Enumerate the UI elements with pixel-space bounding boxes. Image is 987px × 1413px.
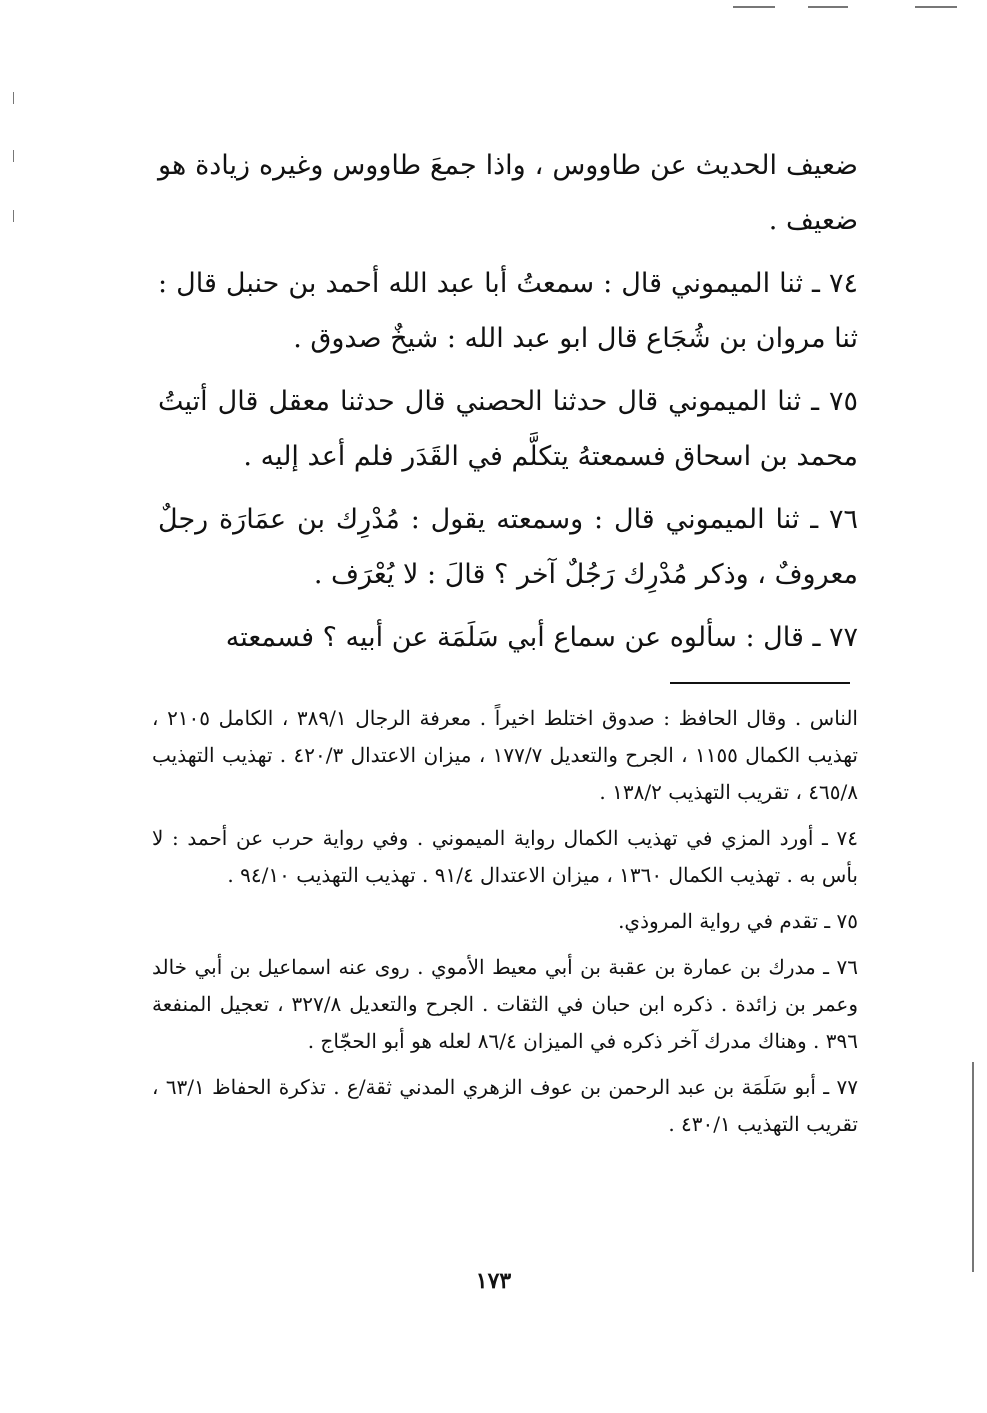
scan-mark	[13, 210, 14, 222]
footnote: ٧٤ ـ أورد المزي في تهذيب الكمال رواية الميموني . وفي رواية حرب عن أحمد : لا بأس به . تهذيب الكمال ١٣٦٠ ، ميزان الاعتدال ٩١/٤ . تهذيب التهذيب ٩٤/١٠ .	[152, 826, 858, 887]
main-paragraph: ٧٥ ـ ثنا الميموني قال حدثنا الحصني قال حدثنا معقل قال أتيتُ محمد بن اسحاق فسمعتهُ يتكلَّم في القَدَر فلم أعد إليه .	[158, 386, 858, 472]
scan-mark	[808, 6, 848, 8]
main-paragraph: ٧٦ ـ ثنا الميموني قال : وسمعته يقول : مُدْرِك بن عمَارَة رجلٌ معروفٌ ، وذكر مُدْرِك رَجُلٌ آخر ؟ قالَ : لا يُعْرَف .	[158, 504, 858, 590]
scan-mark	[972, 1062, 974, 1272]
footnote: ٧٦ ـ مدرك بن عمارة بن عقبة بن أبي معيط الأموي . روى عنه اسماعيل بن أبي خالد وعمر بن زائدة . ذكره ابن حبان في الثقات . الجرح والتعديل ٣٢٧/٨ ، تعجيل المنفعة ٣٩٦ . وهناك مدرك آخر ذكره في الميزان ٨٦/٤ لعله هو أبو الحجّاج .	[152, 955, 859, 1053]
scan-mark	[915, 6, 957, 8]
footnote: ٧٧ ـ أبو سَلَمَة بن عبد الرحمن بن عوف الزهري المدني ثقة/ع . تذكرة الحفاظ ٦٣/١ ، تقريب التهذيب ٤٣٠/١ .	[152, 1075, 858, 1136]
footnote-divider	[670, 682, 850, 684]
main-paragraph: ضعيف الحديث عن طاووس ، واذا جمعَ طاووس وغيره زيادة هو ضعيف .	[158, 150, 858, 236]
main-paragraph: ٧٤ ـ ثنا الميموني قال : سمعتُ أبا عبد الله أحمد بن حنبل قال : ثنا مروان بن شُجَاع قال ابو عبد الله : شيخٌ صدوق .	[158, 268, 858, 354]
main-paragraph: ٧٧ ـ قال : سألوه عن سماع أبي سَلَمَة عن أبيه ؟ فسمعته	[225, 622, 858, 653]
footnote: ٧٥ ـ تقدم في رواية المروذي.	[618, 909, 858, 933]
footnote: الناس . وقال الحافظ : صدوق اختلط اخيراً . معرفة الرجال ٣٨٩/١ ، الكامل ٢١٠٥ ، تهذيب الكمال ١١٥٥ ، الجرح والتعديل ١٧٧/٧ ، ميزان الاعتدال ٤٢٠/٣ . تهذيب التهذيب ٤٦٥/٨ ، تقريب التهذيب ١٣٨/٢ .	[152, 706, 858, 804]
main-text	[158, 138, 858, 673]
scan-mark	[13, 92, 14, 104]
scan-mark	[13, 150, 14, 162]
scan-mark	[733, 6, 775, 8]
page-number: ١٧٣	[475, 1268, 512, 1294]
footnotes	[152, 700, 858, 1152]
